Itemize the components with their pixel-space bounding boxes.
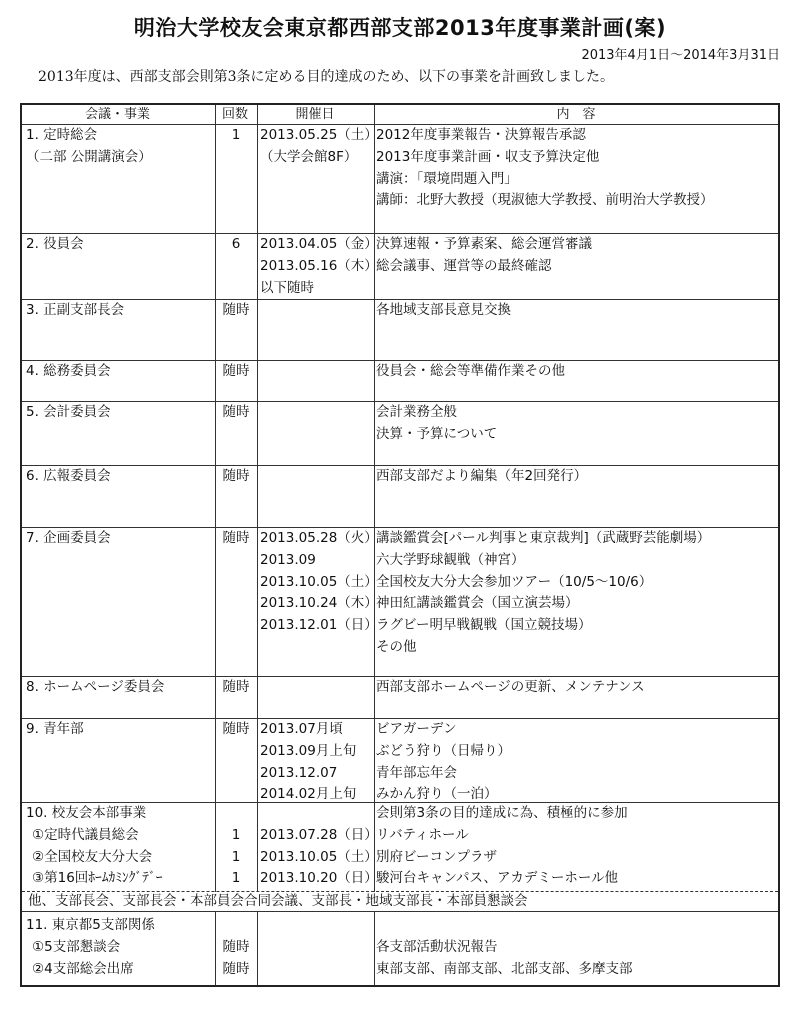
cell-line: その他	[376, 638, 417, 655]
cell-line: 3. 正副支部長会	[26, 302, 125, 318]
header-date: 開催日	[295, 107, 335, 122]
cell-line: 2013.07月頃	[260, 721, 343, 737]
cell-line: みかん狩り（一泊）	[376, 786, 498, 803]
item-count	[217, 466, 255, 488]
cell-line: 講談鑑賞会[パール判事と東京裁判]（武蔵野芸能劇場）	[376, 530, 711, 546]
row-divider	[22, 911, 778, 912]
cell-line: 2013.09月上旬	[260, 742, 357, 759]
cell-line: 2014.02月上旬	[260, 786, 357, 803]
cell-line: 東部支部、南部支部、北部支部、多摩支部	[376, 960, 633, 977]
cell-line: 5. 会計委員会	[26, 404, 111, 420]
cell-line: 随時	[222, 938, 250, 955]
item-count	[217, 234, 255, 256]
cell-line: （二部 公開講演会）	[26, 148, 152, 165]
item-name	[26, 528, 214, 550]
cell-line: 2013.04.05（金）	[260, 236, 378, 252]
cell-line: 2013.10.05（土）	[260, 573, 378, 590]
intro-text: 2013年度は、西部支部会則第3条に定める目的達成のため、以下の事業を計画致しました。	[38, 69, 614, 85]
item-count	[217, 300, 255, 322]
cell-line: ラグビー明早戦観戦（国立競技場）	[376, 617, 592, 634]
item-content	[376, 719, 776, 806]
cell-line: 11. 東京都5支部関係	[26, 917, 155, 933]
cell-line: 2013.05.25（土）	[260, 127, 378, 143]
item-count	[217, 803, 255, 890]
plan-table	[20, 103, 780, 987]
item-name	[26, 361, 214, 383]
cell-line: 7. 企画委員会	[26, 530, 111, 546]
item-date	[258, 719, 374, 806]
item-content	[376, 915, 776, 980]
item-count	[217, 361, 255, 383]
cell-line: ②全国校友大分大会	[32, 848, 153, 865]
item-content	[376, 803, 776, 890]
item-content	[376, 300, 776, 322]
cell-line: ③第16回ﾎｰﾑｶﾐﾝｸﾞﾃﾞｰ	[32, 870, 163, 887]
cell-line	[217, 915, 255, 937]
cell-line: 2. 役員会	[26, 236, 84, 252]
cell-line: ②4支部総会出席	[32, 960, 134, 977]
cell-line: 随時	[222, 363, 250, 379]
cell-line: ①5支部懇談会	[32, 938, 121, 955]
header-content: 内 容	[556, 107, 596, 122]
note-text: 他、支部長会、支部長会・本部員会合同会議、支部長・地域支部長・本部員懇談会	[28, 893, 528, 909]
cell-line: 青年部忘年会	[376, 764, 457, 781]
document-title: 明治大学校友会東京都西部支部2013年度事業計画(案)	[133, 16, 667, 40]
cell-line: 2013.07.28（日）	[260, 826, 378, 843]
column-divider	[215, 105, 216, 985]
item-date	[258, 234, 378, 299]
cell-line: 六大学野球観戦（神宮）	[376, 551, 525, 568]
item-name	[26, 677, 214, 699]
item-count	[217, 719, 255, 741]
cell-line	[217, 803, 255, 825]
header-name: 会議・事業	[84, 107, 150, 122]
header-count: 回数	[221, 107, 248, 122]
item-name	[26, 402, 214, 424]
cell-line: 2013年度事業計画・収支予算決定他	[376, 148, 600, 165]
cell-line: 以下随時	[260, 279, 314, 296]
item-content	[376, 466, 776, 488]
cell-line: ①定時代議員総会	[32, 826, 139, 843]
cell-line: 講師：北野大教授（現淑徳大学教授、前明治大学教授）	[376, 192, 714, 209]
item-count	[217, 915, 255, 980]
cell-line: 別府ビーコンプラザ	[376, 848, 497, 865]
cell-line: 6	[231, 236, 241, 252]
item-count	[217, 402, 255, 424]
cell-line: 随時	[222, 721, 250, 737]
cell-line: （大学会館8F）	[260, 148, 358, 165]
cell-line: 随時	[222, 302, 250, 318]
cell-line: ぶどう狩り（日帰り）	[376, 742, 511, 759]
cell-line: 6. 広報委員会	[26, 468, 111, 484]
cell-line: 1	[231, 848, 241, 865]
item-date	[258, 528, 378, 637]
item-name	[26, 466, 214, 488]
cell-line: 役員会・総会等準備作業その他	[376, 363, 565, 379]
item-name	[26, 300, 214, 322]
cell-line: 1	[231, 127, 241, 143]
cell-line: 神田紅講談鑑賞会（国立演芸場）	[376, 595, 579, 612]
cell-line: 2013.12.07	[260, 764, 338, 781]
item-content	[376, 402, 776, 446]
cell-line: 決算・予算について	[376, 425, 498, 442]
item-name	[26, 915, 214, 980]
cell-line: 2013.10.05（土）	[260, 848, 378, 865]
item-content	[376, 361, 776, 383]
cell-line: 10. 校友会本部事業	[26, 805, 147, 821]
cell-line: 2013.12.01（日）	[260, 617, 378, 634]
item-content	[376, 125, 776, 212]
cell-line: 随時	[222, 530, 250, 546]
cell-line: ビアガーデン	[376, 721, 457, 737]
item-date	[258, 125, 378, 169]
cell-line: 講演：「環境問題入門」	[376, 170, 518, 187]
item-name	[26, 234, 214, 256]
cell-line: 2012年度事業報告・決算報告承認	[376, 127, 586, 143]
item-name	[26, 719, 214, 741]
cell-line: 駿河台キャンパス、アカデミーホール他	[376, 870, 619, 887]
item-date	[258, 803, 378, 890]
cell-line: 随時	[222, 960, 250, 977]
item-name	[26, 125, 214, 169]
cell-line: 会則第3条の目的達成に為、積極的に参加	[376, 805, 628, 821]
cell-line	[376, 915, 776, 937]
cell-line: 1	[231, 826, 241, 843]
cell-line: 総会議事、運営等の最終確認	[376, 257, 552, 274]
cell-line: 決算速報・予算素案、総会運営審議	[376, 236, 592, 252]
fiscal-period: 2013年4月1日～2014年3月31日	[581, 48, 780, 63]
cell-line: 随時	[222, 404, 250, 420]
item-content	[376, 234, 776, 278]
cell-line: 各地域支部長意見交換	[376, 302, 511, 318]
cell-line: 会計業務全般	[376, 404, 457, 420]
item-content	[376, 528, 776, 659]
cell-line: 1. 定時総会	[26, 127, 98, 143]
cell-line: 9. 青年部	[26, 721, 84, 737]
cell-line: 2013.05.16（木）	[260, 257, 378, 274]
cell-line: 随時	[222, 679, 250, 695]
item-content	[376, 677, 776, 699]
cell-line: 全国校友大分大会参加ツアー（10/5～10/6）	[376, 573, 653, 590]
cell-line: 各支部活動状況報告	[376, 938, 498, 955]
cell-line: 2013.10.20（日）	[260, 870, 378, 887]
cell-line: 西部支部ホームページの更新、メンテナンス	[376, 679, 645, 695]
cell-line: 2013.09	[260, 551, 316, 568]
cell-line: 随時	[222, 468, 250, 484]
item-name	[26, 803, 214, 890]
cell-line: リバティホール	[376, 826, 469, 843]
item-count	[217, 528, 255, 550]
cell-line: 2013.05.28（火）	[260, 530, 378, 546]
cell-line: 2013.10.24（木）	[260, 595, 378, 612]
cell-line: 4. 総務委員会	[26, 363, 111, 379]
cell-line: 8. ホームページ委員会	[26, 679, 165, 695]
cell-line: 1	[231, 870, 241, 887]
item-count	[217, 125, 255, 147]
cell-line: 西部支部だより編集（年2回発行）	[376, 468, 588, 484]
cell-line	[260, 803, 374, 825]
item-count	[217, 677, 255, 699]
